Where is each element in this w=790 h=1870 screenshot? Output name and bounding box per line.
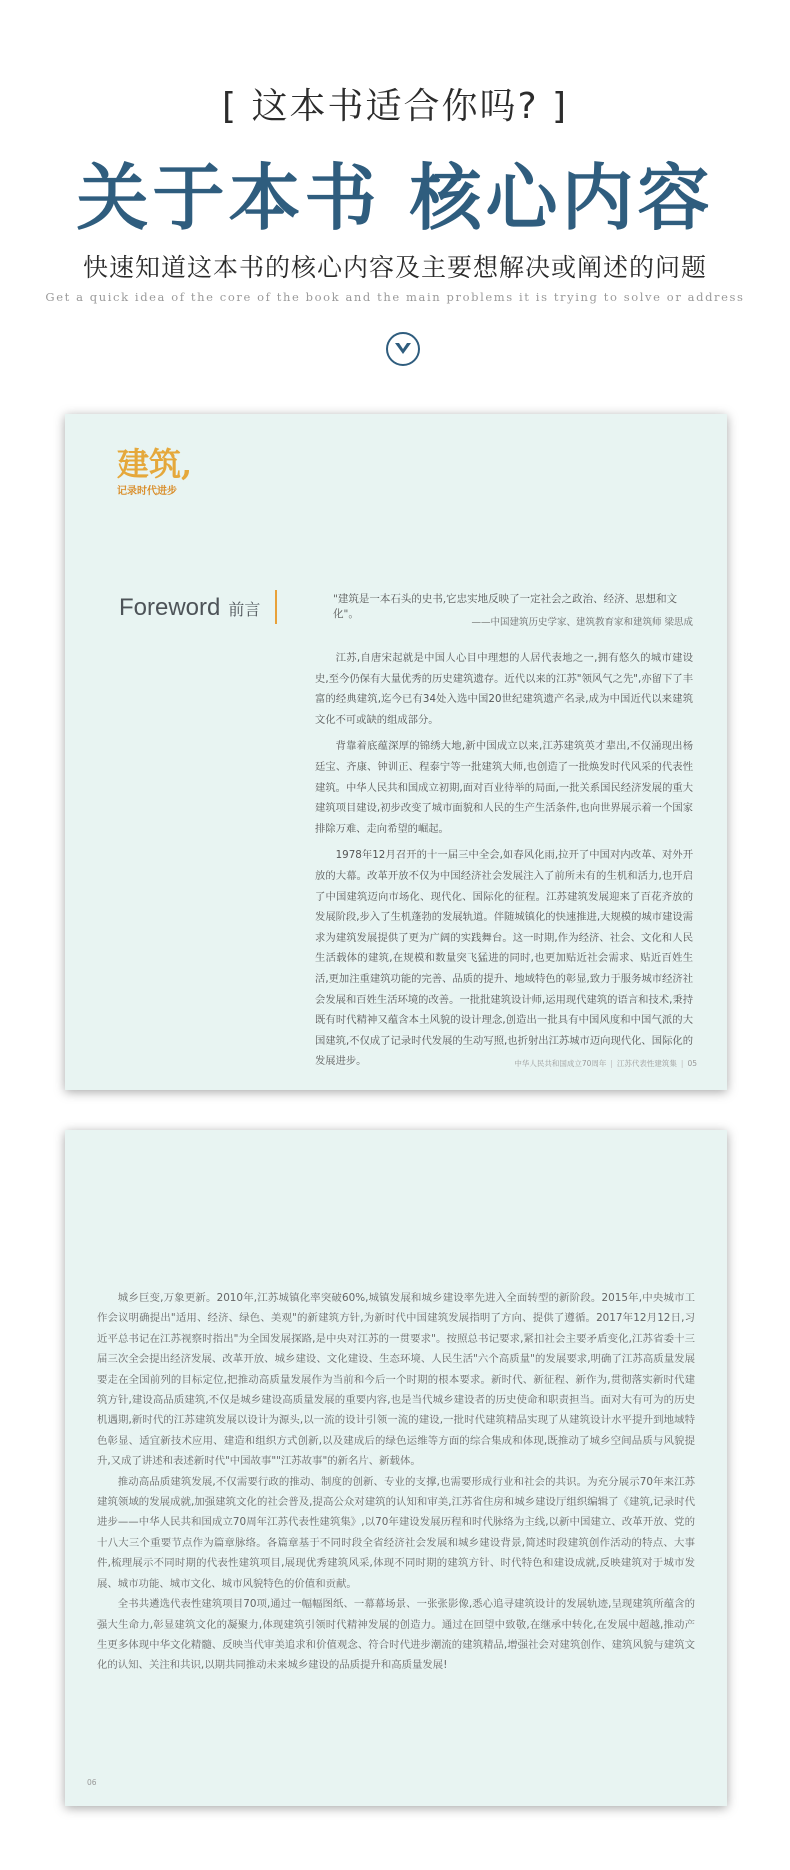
foreword-label-cn: 前言 <box>228 600 261 619</box>
foreword-body-continued <box>97 1288 695 1676</box>
paragraph: 推动高品质建筑发展,不仅需要行政的推动、制度的创新、专业的支撑,也需要形成行业和社会的共识。为充分展示70年来江苏建筑领域的发展成就,加强建筑文化的社会普及,提高公众对建筑的认知和审美,江苏省住房和城乡建设厅组织编辑了《建筑,记录时代进步——中华人民共和国成立70周年江苏代表性建筑集》,以70年建设发展历程和时代脉络为主线,以新中国建立、改革开放、党的十八大三个重要节点作为篇章脉络。各篇章基于不同时段全省经济社会发展和城乡建设背景,简述时段建筑创作活动的特点、大事件,梳理展示不同时期的代表性建筑项目,展现优秀建筑风采,体现不同时期的建筑方针、时代特色和建设成就,反映建筑对于城市发展、城市功能、城市文化、城市风貌特色的价值和贡献。 <box>97 1475 695 1590</box>
book-logo <box>117 446 192 497</box>
foreword-label-en: Foreword <box>119 594 221 621</box>
foreword-body <box>315 648 693 1078</box>
page-title: 关于本书 核心内容 <box>76 155 714 240</box>
book-page-continued <box>65 1130 727 1806</box>
book-page-foreword <box>65 414 727 1090</box>
page-footer: 中华人民共和国成立70周年 | 江苏代表性建筑集 | 05 <box>514 1059 697 1068</box>
epigraph-quote: "建筑是一本石头的史书,它忠实地反映了一定社会之政治、经济、思想和文化"。 <box>333 593 678 620</box>
divider <box>275 590 277 624</box>
footer-series: 中华人民共和国成立70周年 <box>514 1059 607 1068</box>
logo-title: 建筑, <box>117 445 193 483</box>
paragraph: 江苏,自唐宋起就是中国人心目中理想的人居代表地之一,拥有悠久的城市建设史,至今仍保有大量优秀的历史建筑遗存。近代以来的江苏"领风气之先",亦留下了丰富的经典建筑,迄今已有34处入选中国20世纪建筑遗产名录,成为中国近代以来建筑文化不可或缺的组成部分。 <box>315 652 693 726</box>
paragraph: 背靠着底蕴深厚的锦绣大地,新中国成立以来,江苏建筑英才辈出,不仅涌现出杨廷宝、齐康、钟训正、程泰宁等一批建筑大师,也创造了一批焕发时代风采的代表性建筑。中华人民共和国成立初期,面对百业待举的局面,一批关系国民经济发展的重大建筑项目建设,初步改变了城市面貌和人民的生产生活条件,也向世界展示着一个国家排除万难、走向希望的崛起。 <box>315 740 693 835</box>
epigraph-attribution: ——中国建筑历史学家、建筑教育家和建筑师 梁思成 <box>471 617 693 628</box>
foreword-heading <box>119 594 260 622</box>
paragraph: 1978年12月召开的十一届三中全会,如春风化雨,拉开了中国对内改革、对外开放的大幕。改革开放不仅为中国经济社会发展注入了前所未有的生机和活力,也开启了中国建筑迈向市场化、现代化、国际化的征程。江苏建筑发展迎来了百花齐放的发展阶段,步入了生机蓬勃的发展轨道。伴随城镇化的快速推进,大规模的城市建设需求为建筑发展提供了更为广阔的实践舞台。这一时期,作为经济、社会、文化和人民生活载体的建筑,在规模和数量突飞猛进的同时,也更加贴近社会需求、贴近百姓生活,更加注重建筑功能的完善、品质的提升、地域特色的彰显,致力于服务城市经济社会发展和百姓生活环境的改善。一批批建筑设计师,运用现代建筑的语言和技术,秉持既有时代精神又蕴含本土风貌的设计理念,创造出一批具有中国风度和中国气派的大国建筑,不仅成了记录时代发展的生动写照,也折射出江苏城市迈向现代化、国际化的发展进步。 <box>315 849 693 1068</box>
footer-book-title: 江苏代表性建筑集 <box>616 1059 677 1068</box>
page-number: 06 <box>87 1778 97 1787</box>
subtitle: 快速知道这本书的核心内容及主要想解决或阐述的问题 <box>82 253 707 282</box>
page-number: 05 <box>687 1059 697 1068</box>
scroll-down-button[interactable] <box>386 332 420 366</box>
paragraph: 城乡巨变,万象更新。2010年,江苏城镇化率突破60%,城镇发展和城乡建设率先进入全面转型的新阶段。2015年,中央城市工作会议明确提出"适用、经济、绿色、美观"的新建筑方针,为新时代中国建筑发展指明了方向、提供了遵循。2017年12月12日,习近平总书记在江苏视察时指出"为全国发展探路,是中央对江苏的一贯要求"。按照总书记要求,紧扣社会主要矛盾变化,江苏省委十三届三次全会提出经济发展、改革开放、城乡建设、文化建设、生态环境、人民生活"六个高质量"的发展要求,明确了江苏高质量发展要走在全国前列的目标定位,把推动高质量发展作为当前和今后一个时期的根本要求。新时代、新征程、新作为,贯彻落实新时代建筑方针,建设高品质建筑,不仅是城乡建设高质量发展的重要内容,也是当代城乡建设者的历史使命和职责担当。面对大有可为的历史机遇期,新时代的江苏建筑发展以设计为源头,以一流的设计引领一流的建设,一批时代建筑精品实现了从建筑设计水平提升到地域特色彰显、适宜新技术应用、建造和组织方式创新,以及建成后的绿色运维等方面的综合集成和体现,既推动了城乡空间品质与风貌提升,又成了讲述和表述新时代"中国故事""江苏故事"的新名片、新载体。 <box>97 1292 695 1468</box>
logo-subtitle: 记录时代进步 <box>117 486 177 497</box>
chevron-down-icon <box>394 341 412 357</box>
page-header <box>0 0 790 400</box>
subtitle-english: Get a quick idea of the core of the book and the main problems it is trying to solve or address <box>45 290 745 304</box>
kicker-question: [ 这本书适合你吗? ] <box>221 86 569 127</box>
paragraph: 全书共遴选代表性建筑项目70项,通过一幅幅图纸、一幕幕场景、一张张影像,悉心追寻建筑设计的发展轨迹,呈现建筑所蕴含的强大生命力,彰显建筑文化的凝聚力,体现建筑引领时代精神发展的创造力。通过在回望中致敬,在继承中转化,在发展中超越,推动产生更多体现中华文化精髓、反映当代审美追求和价值观念、符合时代进步潮流的建筑精品,增强社会对建筑创作、建筑风貌与建筑文化的认知、关注和共识,以期共同推动未来城乡建设的品质提升和高质量发展! <box>97 1598 695 1672</box>
